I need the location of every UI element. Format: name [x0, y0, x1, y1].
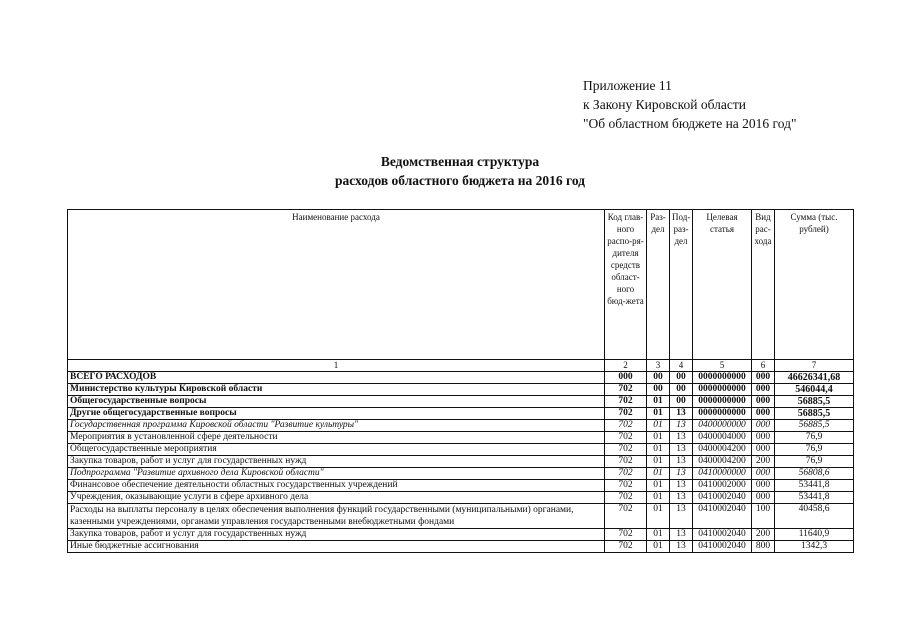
table-row	[68, 444, 854, 456]
row-section: 01	[647, 504, 670, 529]
table-row	[68, 504, 854, 529]
row-code: 702	[605, 541, 647, 553]
row-name: Другие общегосударственные вопросы	[68, 408, 605, 420]
row-subsection: 00	[670, 384, 693, 396]
budget-table	[67, 209, 854, 553]
row-code: 702	[605, 504, 647, 529]
row-name: Финансовое обеспечение деятельности областных государственных учреждений	[68, 480, 605, 492]
table-row	[68, 541, 854, 553]
row-name: Общегосударственные вопросы	[68, 396, 605, 408]
row-code: 702	[605, 384, 647, 396]
column-number-row	[68, 360, 854, 372]
column-number: 5	[693, 360, 752, 372]
row-sum: 56885,5	[775, 408, 854, 420]
row-code: 702	[605, 456, 647, 468]
appendix-line-2: к Закону Кировской области	[583, 97, 747, 112]
row-sum: 53441,8	[775, 492, 854, 504]
row-code: 702	[605, 420, 647, 432]
row-subsection: 00	[670, 372, 693, 384]
row-section: 01	[647, 480, 670, 492]
header-name: Наименование расхода	[68, 210, 605, 360]
row-sum: 76,9	[775, 432, 854, 444]
row-code: 702	[605, 468, 647, 480]
row-target: 0000000000	[693, 384, 752, 396]
row-sum: 546044,4	[775, 384, 854, 396]
table-row	[68, 408, 854, 420]
row-section: 01	[647, 541, 670, 553]
row-code: 702	[605, 480, 647, 492]
document-title-line-2: расходов областного бюджета на 2016 год	[334, 173, 586, 188]
row-kind: 000	[752, 432, 775, 444]
row-code: 000	[605, 372, 647, 384]
table-row	[68, 384, 854, 396]
appendix-note	[583, 76, 797, 133]
row-target: 0410002040	[693, 541, 752, 553]
row-name: Министерство культуры Кировской области	[68, 384, 605, 396]
row-name: Закупка товаров, работ и услуг для государственных нужд	[68, 456, 605, 468]
table-row	[68, 492, 854, 504]
row-sum: 40458,6	[775, 504, 854, 529]
row-target: 0410002040	[693, 504, 752, 529]
row-section: 01	[647, 444, 670, 456]
table-row	[68, 420, 854, 432]
row-target: 0410002040	[693, 492, 752, 504]
row-code: 702	[605, 432, 647, 444]
row-target: 0000000000	[693, 372, 752, 384]
row-name: ВСЕГО РАСХОДОВ	[68, 372, 605, 384]
appendix-line-1: Приложение 11	[583, 78, 672, 93]
row-subsection: 13	[670, 432, 693, 444]
appendix-line-3: "Об областном бюджете на 2016 год"	[583, 116, 797, 131]
row-code: 702	[605, 408, 647, 420]
row-sum: 76,9	[775, 444, 854, 456]
row-code: 702	[605, 396, 647, 408]
row-target: 0410002000	[693, 480, 752, 492]
row-section: 01	[647, 529, 670, 541]
row-kind: 800	[752, 541, 775, 553]
header-section: Раз-дел	[647, 210, 670, 360]
row-target: 0400004200	[693, 456, 752, 468]
row-kind: 000	[752, 468, 775, 480]
row-kind: 000	[752, 396, 775, 408]
row-subsection: 13	[670, 492, 693, 504]
row-name: Мероприятия в установленной сфере деятельности	[68, 432, 605, 444]
row-section: 00	[647, 372, 670, 384]
table-row	[68, 432, 854, 444]
row-section: 01	[647, 396, 670, 408]
row-name: Расходы на выплаты персоналу в целях обеспечения выполнения функций государственными (муниципальными) органами, казенными учреждениями, органами управления государственными внебюджетными фондами	[68, 504, 605, 529]
row-sum: 56885,5	[775, 420, 854, 432]
table-row	[68, 468, 854, 480]
row-kind: 000	[752, 480, 775, 492]
row-subsection: 13	[670, 420, 693, 432]
row-kind: 000	[752, 384, 775, 396]
row-kind: 200	[752, 456, 775, 468]
table-row	[68, 372, 854, 384]
header-target: Целевая статья	[693, 210, 752, 360]
row-name: Государственная программа Кировской области "Развитие культуры"	[68, 420, 605, 432]
table-body	[68, 372, 854, 553]
row-kind: 000	[752, 492, 775, 504]
row-section: 01	[647, 492, 670, 504]
row-target: 0400004200	[693, 444, 752, 456]
column-number: 4	[670, 360, 693, 372]
row-target: 0410002040	[693, 529, 752, 541]
row-subsection: 13	[670, 456, 693, 468]
row-section: 01	[647, 468, 670, 480]
row-code: 702	[605, 444, 647, 456]
table-row	[68, 456, 854, 468]
row-sum: 53441,8	[775, 480, 854, 492]
row-kind: 000	[752, 372, 775, 384]
table-header-row	[68, 210, 854, 360]
row-name: Общегосударственные мероприятия	[68, 444, 605, 456]
row-subsection: 13	[670, 408, 693, 420]
row-subsection: 13	[670, 444, 693, 456]
row-sum: 56808,6	[775, 468, 854, 480]
row-kind: 200	[752, 529, 775, 541]
row-subsection: 13	[670, 529, 693, 541]
header-kind: Вид рас-хода	[752, 210, 775, 360]
row-section: 01	[647, 408, 670, 420]
row-name: Закупка товаров, работ и услуг для государственных нужд	[68, 529, 605, 541]
row-sum: 11640,9	[775, 529, 854, 541]
document-title	[0, 152, 905, 190]
row-subsection: 13	[670, 480, 693, 492]
column-number: 1	[68, 360, 605, 372]
document-title-line-1: Ведомственная структура	[380, 154, 540, 169]
row-kind: 100	[752, 504, 775, 529]
column-number: 6	[752, 360, 775, 372]
row-subsection: 13	[670, 541, 693, 553]
row-subsection: 13	[670, 504, 693, 529]
table-row	[68, 480, 854, 492]
row-name: Иные бюджетные ассигнования	[68, 541, 605, 553]
row-name: Учреждения, оказывающие услуги в сфере архивного дела	[68, 492, 605, 504]
row-subsection: 00	[670, 396, 693, 408]
row-target: 0000000000	[693, 396, 752, 408]
row-section: 01	[647, 420, 670, 432]
column-number: 3	[647, 360, 670, 372]
row-target: 0000000000	[693, 408, 752, 420]
row-sum: 46626341,68	[775, 372, 854, 384]
row-section: 01	[647, 456, 670, 468]
row-code: 702	[605, 529, 647, 541]
header-code: Код глав-ного распо-ря-дителя средств област-ного бюд-жета	[605, 210, 647, 360]
row-name: Подпрограмма "Развитие архивного дела Кировской области"	[68, 468, 605, 480]
row-sum: 1342,3	[775, 541, 854, 553]
column-number: 7	[775, 360, 854, 372]
row-subsection: 13	[670, 468, 693, 480]
row-target: 0400004000	[693, 432, 752, 444]
row-sum: 76,9	[775, 456, 854, 468]
table-row	[68, 396, 854, 408]
row-target: 0410000000	[693, 468, 752, 480]
row-kind: 000	[752, 408, 775, 420]
column-number: 2	[605, 360, 647, 372]
row-kind: 000	[752, 444, 775, 456]
row-section: 00	[647, 384, 670, 396]
row-sum: 56885,5	[775, 396, 854, 408]
row-section: 01	[647, 432, 670, 444]
row-kind: 000	[752, 420, 775, 432]
header-subsection: Под-раз-дел	[670, 210, 693, 360]
row-target: 0400000000	[693, 420, 752, 432]
row-code: 702	[605, 492, 647, 504]
table-row	[68, 529, 854, 541]
header-sum: Сумма (тыс. рублей)	[775, 210, 854, 360]
